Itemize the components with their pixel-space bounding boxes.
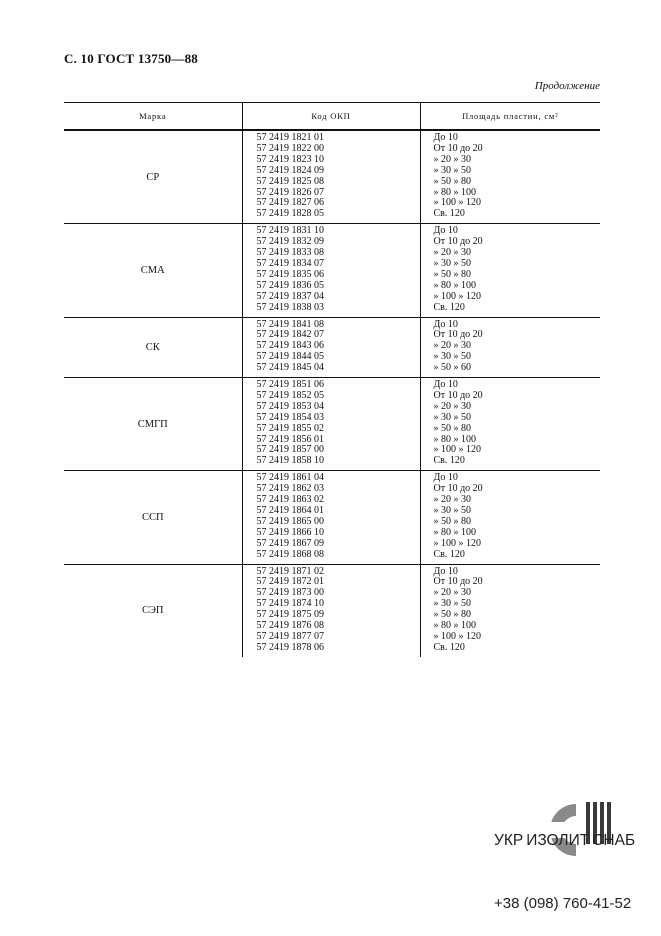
- plate-area-range: До 10: [433, 565, 458, 577]
- mark-cell: СР: [64, 130, 242, 224]
- plate-area-range: До 10: [433, 225, 458, 237]
- okp-code: 57 2419 1823 10: [256, 153, 324, 165]
- okp-code: 57 2419 1826 07: [256, 186, 324, 198]
- okp-code: 57 2419 1836 05: [256, 279, 324, 291]
- continuation-label: Продолжение: [534, 80, 600, 92]
- okp-code: 57 2419 1854 03: [256, 411, 324, 423]
- okp-code-cell: [242, 564, 420, 657]
- okp-code: 57 2419 1835 06: [256, 268, 324, 280]
- plate-area-cell: [420, 130, 600, 224]
- plate-area-range: От 10 до 20: [433, 389, 483, 401]
- plate-area-cell: [420, 378, 600, 471]
- plate-area-range: » 100 » 120: [433, 290, 481, 302]
- okp-code: 57 2419 1825 08: [256, 175, 324, 187]
- table-row: [64, 317, 600, 378]
- plate-area-range: » 50 » 80: [433, 422, 471, 434]
- okp-code: 57 2419 1871 02: [256, 565, 324, 577]
- table-row: [64, 224, 600, 317]
- plate-area-range: » 30 » 50: [433, 164, 471, 176]
- okp-code: 57 2419 1827 06: [256, 197, 324, 209]
- plate-area-cell: [420, 564, 600, 657]
- plate-area-range: » 30 » 50: [433, 351, 471, 363]
- brand-part-3: СНАБ: [592, 832, 636, 849]
- plate-area-range: » 80 » 100: [433, 526, 476, 538]
- column-header-code: Код ОКП: [242, 103, 420, 131]
- plate-area-range: До 10: [433, 472, 458, 484]
- logo-emblem-icon: [528, 800, 614, 860]
- plate-area-range: » 100 » 120: [433, 537, 481, 549]
- mark-cell: СЭП: [141, 605, 164, 617]
- okp-code-cell: [242, 471, 420, 564]
- column-header-mark: Марка: [64, 103, 242, 131]
- okp-code: 57 2419 1824 09: [256, 164, 324, 176]
- plate-area-range: » 20 » 30: [433, 247, 471, 259]
- brand-part-2: ИЗОЛИТ: [526, 832, 590, 849]
- okp-code-cell: [242, 317, 420, 378]
- plate-area-range: До 10: [433, 132, 458, 143]
- okp-code: 57 2419 1821 01: [256, 132, 324, 143]
- company-logo: [494, 800, 644, 870]
- okp-code: 57 2419 1831 10: [256, 225, 324, 237]
- okp-code: 57 2419 1833 08: [256, 247, 324, 259]
- okp-table: [64, 102, 600, 657]
- plate-area-range: От 10 до 20: [433, 483, 483, 495]
- okp-code: 57 2419 1852 05: [256, 389, 324, 401]
- plate-area-range: » 20 » 30: [433, 587, 471, 599]
- plate-area-range: До 10: [433, 379, 458, 391]
- okp-code: 57 2419 1868 08: [256, 548, 324, 560]
- okp-code: 57 2419 1822 00: [256, 142, 324, 154]
- okp-code: 57 2419 1855 02: [256, 422, 324, 434]
- okp-code: 57 2419 1866 10: [256, 526, 324, 538]
- plate-area-range: » 80 » 100: [433, 433, 476, 445]
- okp-code: 57 2419 1875 09: [256, 609, 324, 621]
- okp-code: 57 2419 1856 01: [256, 433, 324, 445]
- plate-area-range: » 50 » 60: [433, 362, 471, 374]
- mark-cell: СМГП: [64, 378, 242, 471]
- plate-area-range: Св. 120: [433, 548, 465, 560]
- okp-code: 57 2419 1828 05: [256, 208, 324, 220]
- plate-area-cell: [420, 317, 600, 378]
- plate-area-cell: [420, 224, 600, 317]
- okp-code: 57 2419 1838 03: [256, 301, 324, 313]
- plate-area-range: » 80 » 100: [433, 186, 476, 198]
- mark-cell: СК: [64, 317, 242, 378]
- plate-area-cell: [420, 471, 600, 564]
- okp-code-cell: [242, 130, 420, 224]
- mark-cell: ССП: [64, 471, 242, 564]
- okp-code: 57 2419 1867 09: [256, 537, 324, 549]
- okp-code: 57 2419 1864 01: [256, 505, 324, 516]
- plate-area-range: Св. 120: [433, 301, 465, 313]
- okp-code: 57 2419 1845 04: [256, 362, 324, 374]
- plate-area-range: До 10: [433, 318, 458, 330]
- column-header-area: Площадь пластин, см²: [420, 103, 600, 131]
- plate-area-range: От 10 до 20: [433, 329, 483, 341]
- table-row: [64, 130, 600, 224]
- okp-code: 57 2419 1853 04: [256, 400, 324, 412]
- brand-part-1: УКР: [494, 832, 524, 849]
- okp-code: 57 2419 1863 02: [256, 494, 324, 506]
- plate-area-range: » 30 » 50: [433, 411, 471, 423]
- okp-code: 57 2419 1873 00: [256, 587, 324, 599]
- okp-code: 57 2419 1844 05: [256, 351, 324, 363]
- table-header-row: [64, 103, 600, 131]
- page-title: С. 10 ГОСТ 13750—88: [64, 51, 198, 66]
- okp-code: 57 2419 1843 06: [256, 340, 324, 352]
- plate-area-range: » 50 » 80: [433, 515, 471, 527]
- plate-area-range: Св. 120: [433, 455, 465, 467]
- plate-area-range: От 10 до 20: [433, 236, 483, 248]
- plate-area-range: » 100 » 120: [433, 630, 481, 642]
- plate-area-range: » 20 » 30: [433, 153, 471, 165]
- plate-area-range: » 30 » 50: [433, 598, 471, 610]
- okp-code: 57 2419 1858 10: [256, 455, 324, 467]
- okp-code: 57 2419 1834 07: [256, 257, 324, 269]
- plate-area-range: » 30 » 50: [433, 505, 471, 516]
- brand-name: [494, 832, 644, 850]
- okp-code: 57 2419 1832 09: [256, 236, 324, 248]
- plate-area-range: » 50 » 80: [433, 268, 471, 280]
- plate-area-range: » 100 » 120: [433, 444, 481, 456]
- plate-area-range: » 50 » 80: [433, 175, 471, 187]
- okp-code: 57 2419 1841 08: [256, 318, 324, 330]
- okp-code: 57 2419 1837 04: [256, 290, 324, 302]
- plate-area-range: » 20 » 30: [433, 340, 471, 352]
- table-row: [64, 564, 600, 657]
- plate-area-range: От 10 до 20: [433, 576, 483, 588]
- okp-code: 57 2419 1861 04: [256, 472, 324, 484]
- okp-code: 57 2419 1862 03: [256, 483, 324, 495]
- table-row: [64, 378, 600, 471]
- okp-code: 57 2419 1872 01: [256, 576, 324, 588]
- okp-code: 57 2419 1876 08: [256, 620, 324, 632]
- plate-area-range: Св. 120: [433, 641, 465, 653]
- okp-code: 57 2419 1865 00: [256, 515, 324, 527]
- plate-area-range: » 80 » 100: [433, 620, 476, 632]
- okp-code: 57 2419 1877 07: [256, 630, 324, 642]
- plate-area-range: » 80 » 100: [433, 279, 476, 291]
- okp-code: 57 2419 1878 06: [256, 641, 324, 653]
- plate-area-range: От 10 до 20: [433, 142, 483, 154]
- plate-area-range: » 100 » 120: [433, 197, 481, 209]
- okp-code: 57 2419 1851 06: [256, 379, 324, 391]
- okp-code-cell: [242, 378, 420, 471]
- okp-code-cell: [242, 224, 420, 317]
- plate-area-range: » 20 » 30: [433, 494, 471, 506]
- plate-area-range: » 50 » 80: [433, 609, 471, 621]
- plate-area-range: Св. 120: [433, 208, 465, 220]
- okp-code: 57 2419 1857 00: [256, 444, 324, 456]
- mark-cell: СМА: [64, 224, 242, 317]
- contact-phone: +38 (098) 760-41-52: [494, 895, 632, 912]
- plate-area-range: » 30 » 50: [433, 257, 471, 269]
- plate-area-range: » 20 » 30: [433, 400, 471, 412]
- okp-code: 57 2419 1842 07: [256, 329, 324, 341]
- okp-code: 57 2419 1874 10: [256, 598, 324, 610]
- table-row: [64, 471, 600, 564]
